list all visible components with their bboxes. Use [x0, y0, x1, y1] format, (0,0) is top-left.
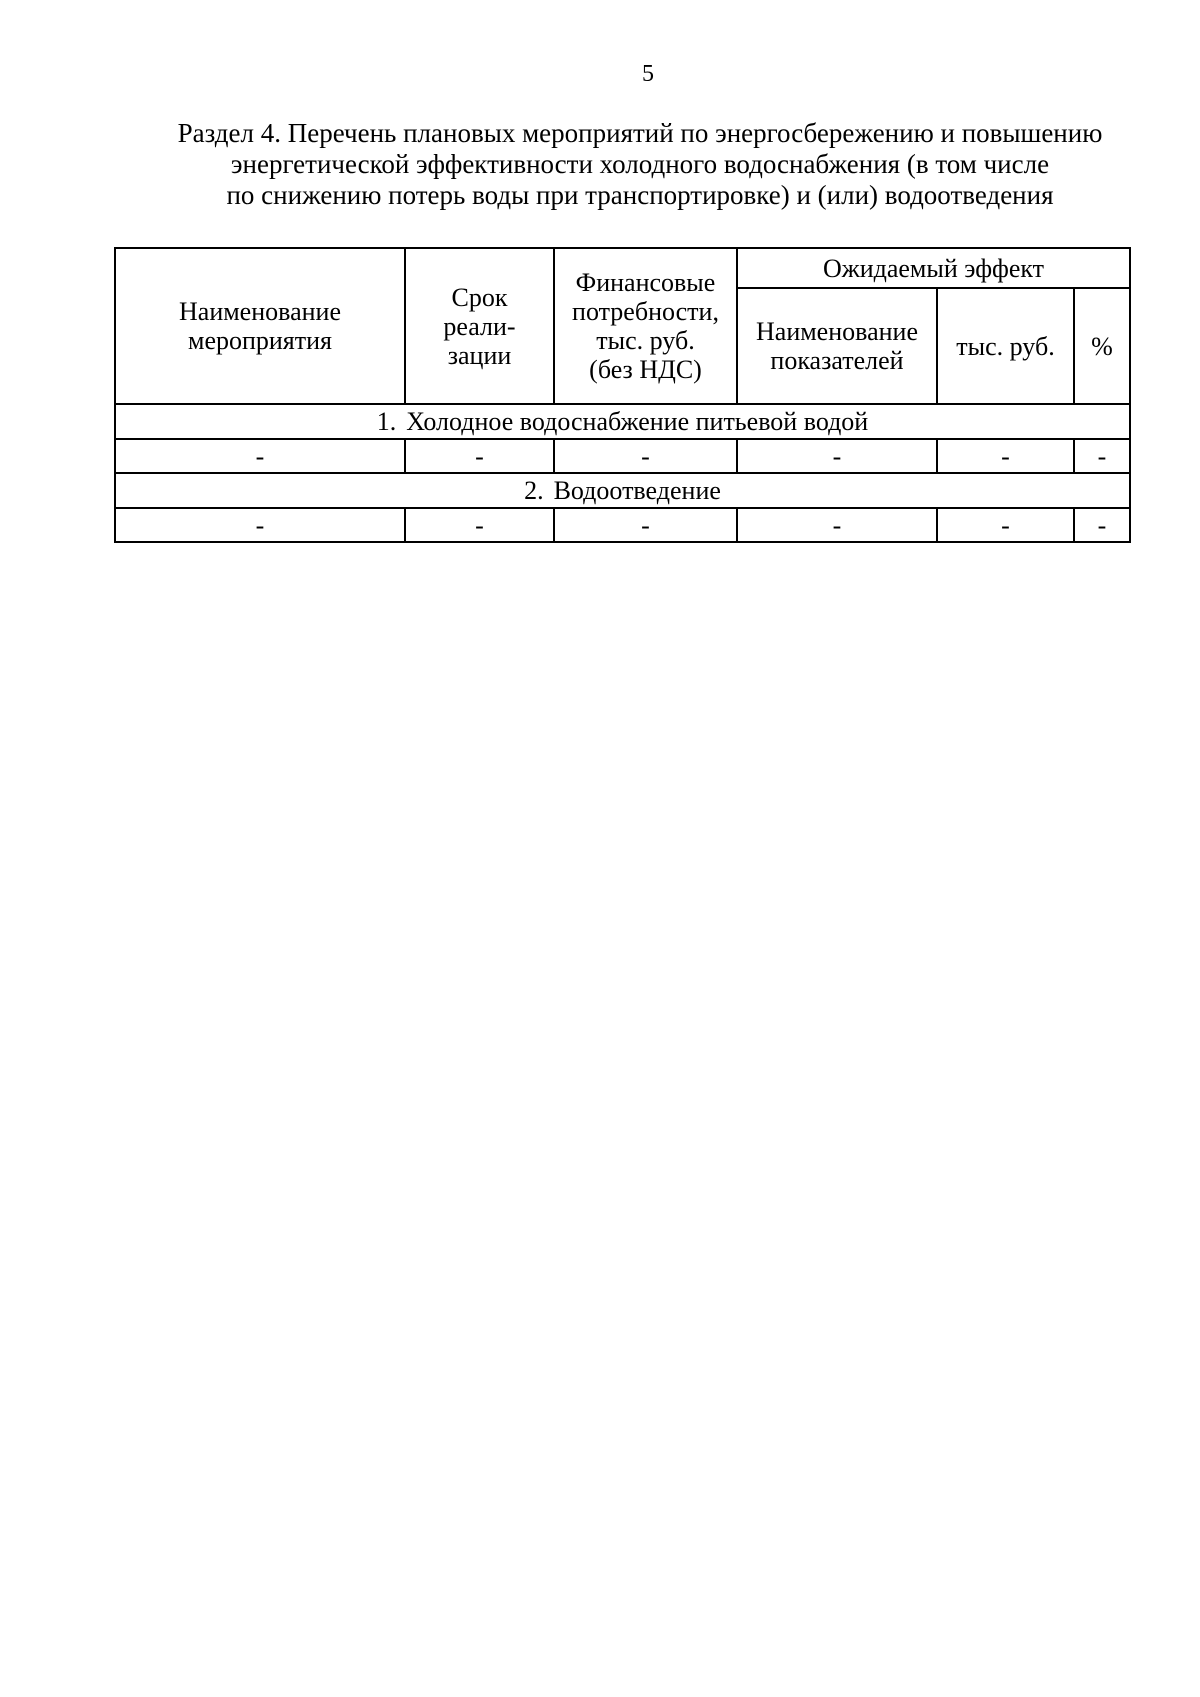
page-number: 5: [642, 61, 654, 87]
table-cell: -: [1074, 508, 1130, 542]
table-cell: -: [1074, 439, 1130, 473]
section-heading: [115, 473, 1130, 508]
section-number: 1.: [376, 407, 397, 436]
table-section-row: [115, 473, 1130, 508]
table-cell: -: [737, 439, 937, 473]
section-title-line: Раздел 4. Перечень плановых мероприятий по энергосбережению и повышению: [177, 118, 1103, 148]
table-cell: -: [554, 439, 737, 473]
table-cell: -: [937, 508, 1074, 542]
header-term: Срок реали- зации: [405, 248, 554, 404]
header-effect-percent: %: [1074, 288, 1130, 404]
header-measure-name: Наименование мероприятия: [115, 248, 405, 404]
table-cell: -: [405, 439, 554, 473]
table-cell: -: [405, 508, 554, 542]
table-section-row: [115, 404, 1130, 439]
section-title-line: по снижению потерь воды при транспортировке) и (или) водоотведения: [226, 180, 1054, 210]
table-cell: -: [737, 508, 937, 542]
section-heading-text: Холодное водоснабжение питьевой водой: [406, 407, 869, 436]
measures-table: [114, 247, 1131, 543]
table-row: [115, 508, 1130, 542]
table-cell: -: [554, 508, 737, 542]
section-title: [140, 118, 1140, 211]
section-heading-text: Водоотведение: [553, 476, 721, 505]
table-cell: -: [115, 508, 405, 542]
header-indicator-name: Наименование показателей: [737, 288, 937, 404]
header-expected-effect: Ожидаемый эффект: [737, 248, 1130, 288]
section-heading: [115, 404, 1130, 439]
table-cell: -: [115, 439, 405, 473]
header-finance: Финансовые потребности, тыс. руб. (без НДС): [554, 248, 737, 404]
header-effect-rub: тыс. руб.: [937, 288, 1074, 404]
section-title-line: энергетической эффективности холодного водоснабжения (в том числе: [230, 149, 1050, 179]
table-cell: -: [937, 439, 1074, 473]
section-number: 2.: [524, 476, 544, 505]
table-row: [115, 439, 1130, 473]
